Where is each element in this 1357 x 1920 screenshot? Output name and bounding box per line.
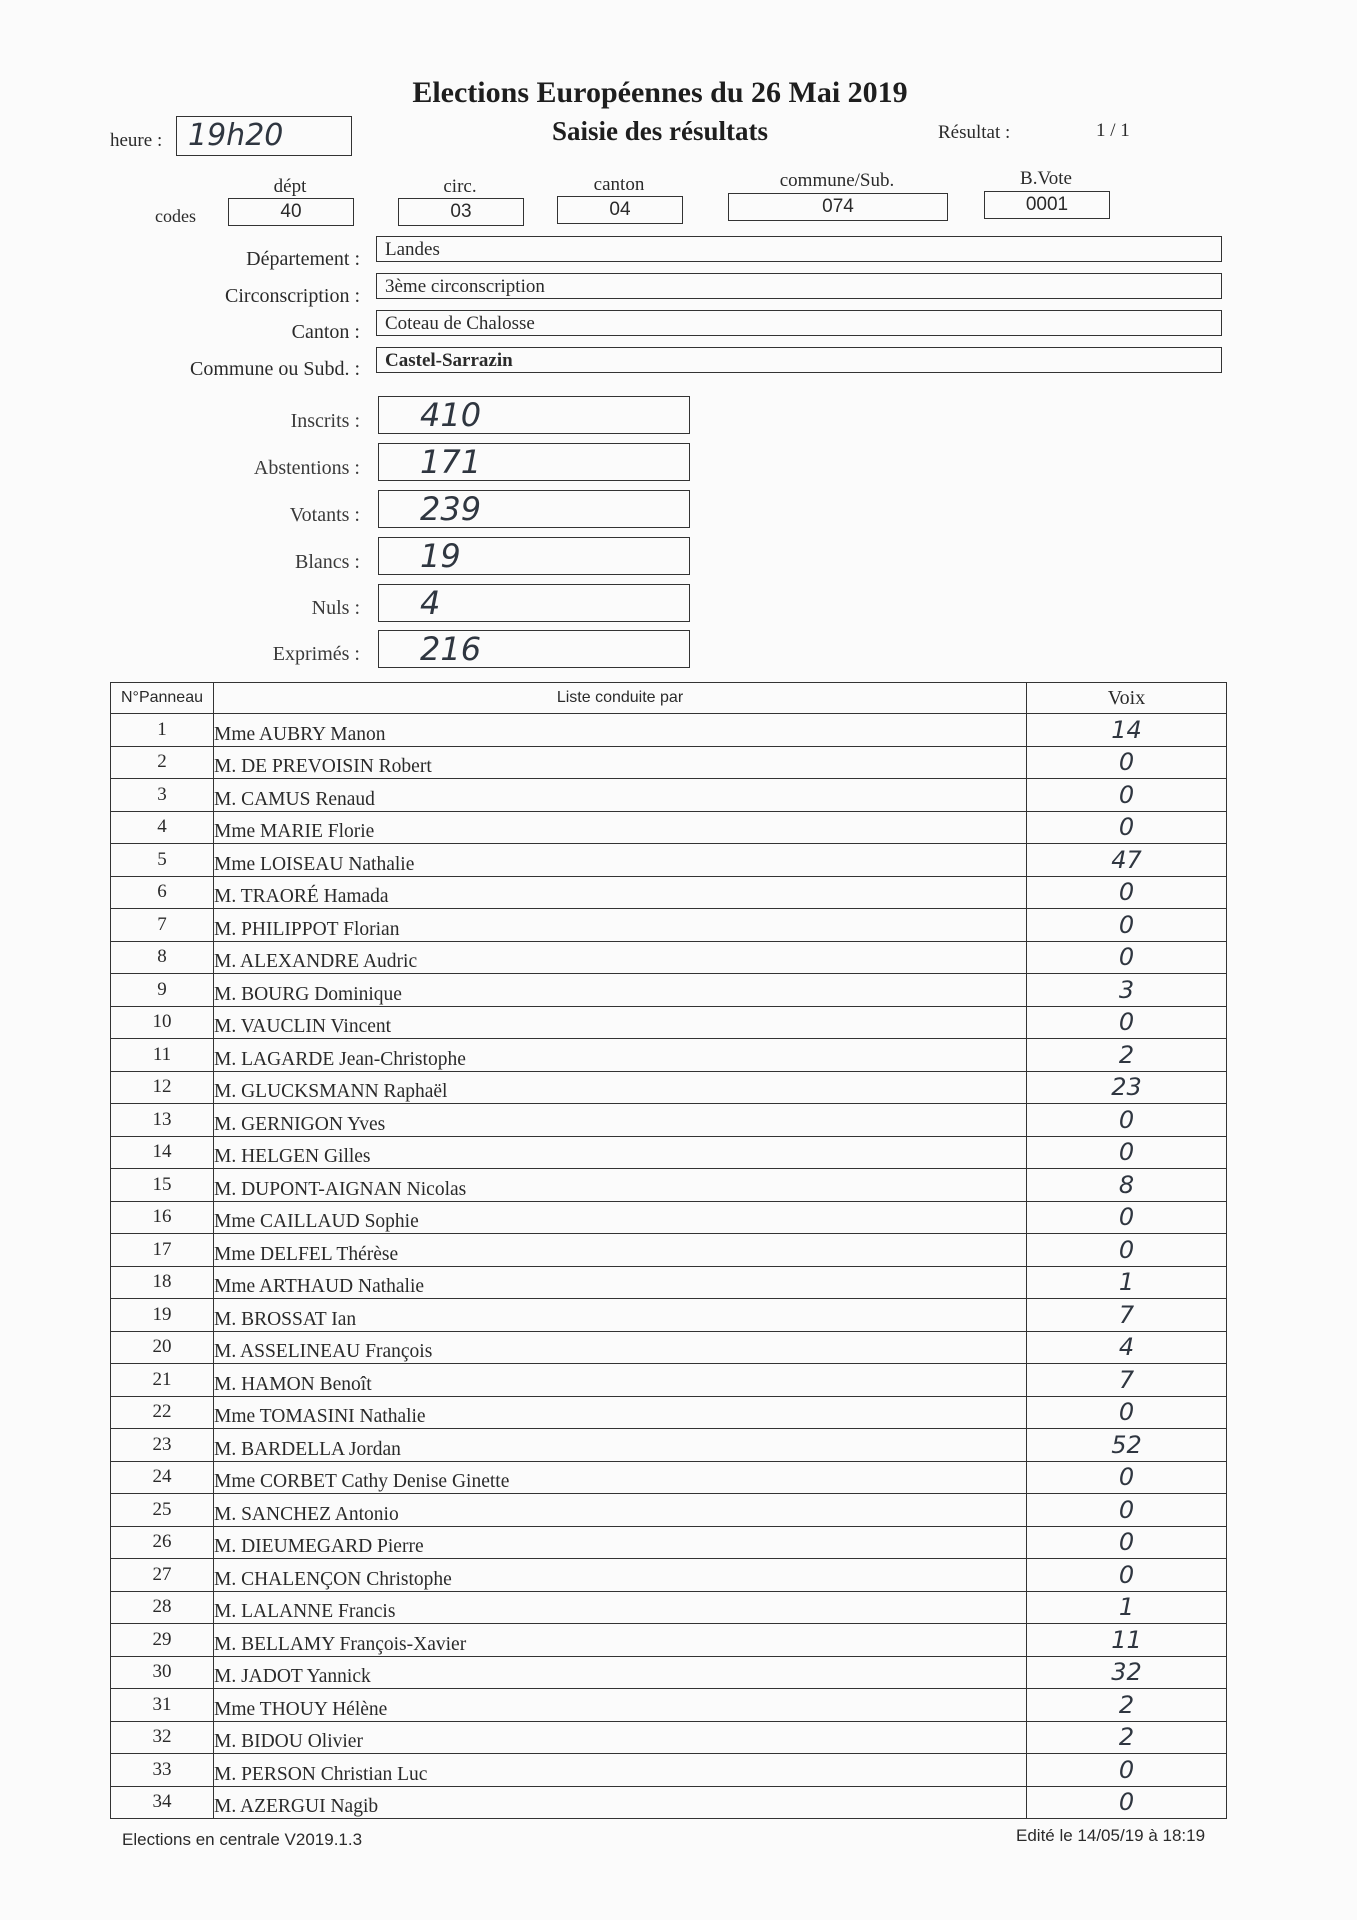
panneau-number: 3 — [111, 779, 214, 812]
panneau-number: 12 — [111, 1071, 214, 1104]
voix-value[interactable]: 0 — [1027, 1494, 1227, 1527]
table-row — [111, 811, 1227, 844]
table-row — [111, 1526, 1227, 1559]
list-leader-name: M. HAMON Benoît — [214, 1364, 1027, 1397]
table-row — [111, 746, 1227, 779]
circ-code-field[interactable]: 03 — [398, 198, 524, 226]
table-row — [111, 1624, 1227, 1657]
panneau-number: 25 — [111, 1494, 214, 1527]
commune-code-field[interactable]: 074 — [728, 193, 948, 221]
list-leader-name: Mme CORBET Cathy Denise Ginette — [214, 1461, 1027, 1494]
list-leader-name: M. BOURG Dominique — [214, 974, 1027, 1007]
voix-value[interactable]: 52 — [1027, 1429, 1227, 1462]
voix-value[interactable]: 23 — [1027, 1071, 1227, 1104]
table-row — [111, 1169, 1227, 1202]
table-row — [111, 1461, 1227, 1494]
list-leader-name: M. GLUCKSMANN Raphaël — [214, 1071, 1027, 1104]
table-row — [111, 1299, 1227, 1332]
edited-footer: Edité le 14/05/19 à 18:19 — [1016, 1826, 1206, 1845]
list-leader-name: M. TRAORÉ Hamada — [214, 876, 1027, 909]
panneau-number: 26 — [111, 1526, 214, 1559]
table-row — [111, 1429, 1227, 1462]
table-row — [111, 1396, 1227, 1429]
list-leader-name: M. BELLAMY François-Xavier — [214, 1624, 1027, 1657]
panneau-number: 22 — [111, 1396, 214, 1429]
heure-value: 19h20 — [188, 118, 284, 153]
voix-value[interactable]: 1 — [1027, 1591, 1227, 1624]
voix-value[interactable]: 11 — [1027, 1624, 1227, 1657]
voix-value[interactable]: 47 — [1027, 844, 1227, 877]
table-row — [111, 1364, 1227, 1397]
resultat-label: Résultat : — [938, 122, 1011, 143]
panneau-number: 21 — [111, 1364, 214, 1397]
voix-value[interactable]: 0 — [1027, 876, 1227, 909]
list-leader-name: M. ASSELINEAU François — [214, 1331, 1027, 1364]
departement-field[interactable]: Landes — [376, 236, 1222, 262]
canton-label: canton — [593, 174, 645, 195]
nuls-label: Nuls : — [311, 597, 360, 619]
bvote-code-field[interactable]: 0001 — [984, 191, 1110, 219]
codes-label: codes — [155, 206, 196, 226]
list-leader-name: Mme CAILLAUD Sophie — [214, 1201, 1027, 1234]
votants-value: 239 — [420, 490, 482, 528]
list-leader-name: Mme THOUY Hélène — [214, 1689, 1027, 1722]
panneau-number: 9 — [111, 974, 214, 1007]
list-leader-name: M. LALANNE Francis — [214, 1591, 1027, 1624]
inscrits-label: Inscrits : — [290, 410, 360, 432]
panneau-number: 10 — [111, 1006, 214, 1039]
table-row — [111, 1136, 1227, 1169]
list-leader-name: M. GERNIGON Yves — [214, 1104, 1027, 1137]
panneau-number: 1 — [111, 714, 214, 747]
panneau-number: 7 — [111, 909, 214, 942]
panneau-number: 8 — [111, 941, 214, 974]
panneau-number: 24 — [111, 1461, 214, 1494]
abstentions-label: Abstentions : — [253, 457, 360, 479]
list-leader-name: M. AZERGUI Nagib — [214, 1786, 1027, 1819]
votants-label: Votants : — [289, 504, 360, 526]
table-row — [111, 1071, 1227, 1104]
blancs-label: Blancs : — [295, 551, 360, 573]
circ-label: circ. — [443, 176, 477, 197]
voix-value[interactable]: 2 — [1027, 1689, 1227, 1722]
voix-value[interactable]: 0 — [1027, 1754, 1227, 1787]
panneau-number: 14 — [111, 1136, 214, 1169]
list-leader-name: Mme AUBRY Manon — [214, 714, 1027, 747]
voix-value[interactable]: 8 — [1027, 1169, 1227, 1202]
panneau-number: 18 — [111, 1266, 214, 1299]
panneau-number: 28 — [111, 1591, 214, 1624]
blancs-value: 19 — [420, 537, 461, 575]
commune-name-field[interactable]: Castel-Sarrazin — [376, 347, 1222, 373]
voix-value[interactable]: 32 — [1027, 1656, 1227, 1689]
panneau-number: 31 — [111, 1689, 214, 1722]
panneau-number: 32 — [111, 1721, 214, 1754]
panneau-number: 17 — [111, 1234, 214, 1267]
list-leader-name: M. SANCHEZ Antonio — [214, 1494, 1027, 1527]
table-row — [111, 1591, 1227, 1624]
panneau-number: 33 — [111, 1754, 214, 1787]
table-row — [111, 1494, 1227, 1527]
list-leader-name: M. BIDOU Olivier — [214, 1721, 1027, 1754]
voix-value[interactable]: 0 — [1027, 1786, 1227, 1819]
list-leader-name: M. LAGARDE Jean-Christophe — [214, 1039, 1027, 1072]
panneau-number: 27 — [111, 1559, 214, 1592]
voix-value[interactable]: 0 — [1027, 1396, 1227, 1429]
exprimes-value: 216 — [420, 630, 482, 668]
abstentions-value: 171 — [420, 443, 482, 481]
table-row — [111, 1559, 1227, 1592]
voix-value[interactable]: 2 — [1027, 1721, 1227, 1754]
table-row — [111, 1006, 1227, 1039]
commune-name-label: Commune ou Subd. : — [189, 358, 360, 380]
voix-value[interactable]: 0 — [1027, 941, 1227, 974]
list-leader-name: M. VAUCLIN Vincent — [214, 1006, 1027, 1039]
table-row — [111, 974, 1227, 1007]
circonscription-field[interactable]: 3ème circonscription — [376, 273, 1222, 299]
voix-value[interactable]: 0 — [1027, 1526, 1227, 1559]
list-leader-name: M. BARDELLA Jordan — [214, 1429, 1027, 1462]
col-header-liste: Liste conduite par — [214, 683, 1027, 714]
voix-value[interactable]: 0 — [1027, 779, 1227, 812]
commune-code-label: commune/Sub. — [779, 170, 895, 191]
panneau-number: 34 — [111, 1786, 214, 1819]
list-leader-name: M. CHALENÇON Christophe — [214, 1559, 1027, 1592]
voix-value[interactable]: 1 — [1027, 1266, 1227, 1299]
panneau-number: 13 — [111, 1104, 214, 1137]
table-row — [111, 1201, 1227, 1234]
list-leader-name: Mme MARIE Florie — [214, 811, 1027, 844]
list-leader-name: Mme LOISEAU Nathalie — [214, 844, 1027, 877]
table-row — [111, 1786, 1227, 1819]
inscrits-value: 410 — [420, 396, 482, 434]
panneau-number: 4 — [111, 811, 214, 844]
col-header-panneau: N°Panneau — [111, 683, 214, 714]
nuls-value: 4 — [420, 584, 441, 622]
resultat-value: 1 / 1 — [1096, 120, 1130, 141]
circonscription-label: Circonscription : — [225, 285, 360, 307]
list-leader-name: M. ALEXANDRE Audric — [214, 941, 1027, 974]
voix-value[interactable]: 7 — [1027, 1364, 1227, 1397]
list-leader-name: Mme TOMASINI Nathalie — [214, 1396, 1027, 1429]
table-row — [111, 1721, 1227, 1754]
dept-code-field[interactable]: 40 — [228, 198, 354, 226]
dept-label: dépt — [273, 176, 307, 197]
voix-value[interactable]: 7 — [1027, 1299, 1227, 1332]
heure-label: heure : — [110, 130, 163, 151]
panneau-number: 15 — [111, 1169, 214, 1202]
voix-value[interactable]: 0 — [1027, 746, 1227, 779]
list-leader-name: M. PHILIPPOT Florian — [214, 909, 1027, 942]
panneau-number: 11 — [111, 1039, 214, 1072]
table-row — [111, 1656, 1227, 1689]
exprimes-label: Exprimés : — [272, 643, 360, 665]
panneau-number: 29 — [111, 1624, 214, 1657]
table-row — [111, 779, 1227, 812]
list-leader-name: M. JADOT Yannick — [214, 1656, 1027, 1689]
voix-value[interactable]: 0 — [1027, 1559, 1227, 1592]
voix-value[interactable]: 0 — [1027, 1006, 1227, 1039]
document-subtitle: Saisie des résultats — [552, 116, 768, 146]
table-row — [111, 1754, 1227, 1787]
results-table — [110, 682, 1227, 1819]
table-row — [111, 714, 1227, 747]
col-header-voix: Voix — [1027, 683, 1227, 714]
results-body — [111, 714, 1227, 1819]
table-row — [111, 876, 1227, 909]
table-row — [111, 1689, 1227, 1722]
voix-value[interactable]: 0 — [1027, 909, 1227, 942]
table-row — [111, 941, 1227, 974]
document-title: Elections Européennes du 26 Mai 2019 — [412, 76, 908, 109]
voix-value[interactable]: 0 — [1027, 1234, 1227, 1267]
bvote-label: B.Vote — [1020, 168, 1072, 189]
voix-value[interactable]: 0 — [1027, 1201, 1227, 1234]
table-row — [111, 844, 1227, 877]
panneau-number: 16 — [111, 1201, 214, 1234]
voix-value[interactable]: 3 — [1027, 974, 1227, 1007]
voix-value[interactable]: 14 — [1027, 714, 1227, 747]
voix-value[interactable]: 0 — [1027, 1136, 1227, 1169]
voix-value[interactable]: 4 — [1027, 1331, 1227, 1364]
panneau-number: 23 — [111, 1429, 214, 1462]
voix-value[interactable]: 2 — [1027, 1039, 1227, 1072]
voix-value[interactable]: 0 — [1027, 1461, 1227, 1494]
list-leader-name: M. DE PREVOISIN Robert — [214, 746, 1027, 779]
list-leader-name: M. CAMUS Renaud — [214, 779, 1027, 812]
list-leader-name: M. HELGEN Gilles — [214, 1136, 1027, 1169]
list-leader-name: M. PERSON Christian Luc — [214, 1754, 1027, 1787]
panneau-number: 2 — [111, 746, 214, 779]
table-row — [111, 1039, 1227, 1072]
list-leader-name: Mme ARTHAUD Nathalie — [214, 1266, 1027, 1299]
table-row — [111, 1266, 1227, 1299]
departement-label: Département : — [246, 248, 360, 270]
panneau-number: 19 — [111, 1299, 214, 1332]
voix-value[interactable]: 0 — [1027, 1104, 1227, 1137]
table-row — [111, 909, 1227, 942]
list-leader-name: M. DIEUMEGARD Pierre — [214, 1526, 1027, 1559]
table-row — [111, 1331, 1227, 1364]
version-footer: Elections en centrale V2019.1.3 — [122, 1830, 363, 1849]
table-row — [111, 1104, 1227, 1137]
voix-value[interactable]: 0 — [1027, 811, 1227, 844]
panneau-number: 30 — [111, 1656, 214, 1689]
list-leader-name: Mme DELFEL Thérèse — [214, 1234, 1027, 1267]
panneau-number: 20 — [111, 1331, 214, 1364]
canton-name-label: Canton : — [291, 321, 360, 343]
list-leader-name: M. DUPONT-AIGNAN Nicolas — [214, 1169, 1027, 1202]
canton-code-field[interactable]: 04 — [557, 196, 683, 224]
table-header-row — [111, 683, 1227, 714]
table-row — [111, 1234, 1227, 1267]
canton-name-field[interactable]: Coteau de Chalosse — [376, 310, 1222, 336]
panneau-number: 5 — [111, 844, 214, 877]
panneau-number: 6 — [111, 876, 214, 909]
list-leader-name: M. BROSSAT Ian — [214, 1299, 1027, 1332]
